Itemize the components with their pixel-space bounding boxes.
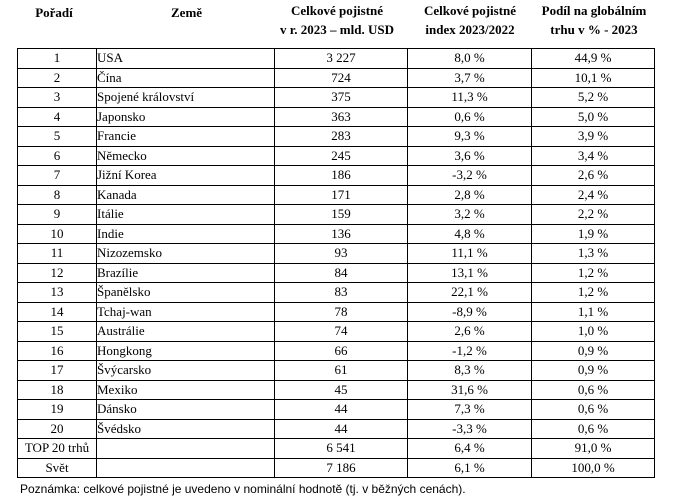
table-row <box>18 341 655 361</box>
rank-cell: 19 <box>18 400 97 420</box>
table-row <box>18 400 655 420</box>
table-row <box>18 166 655 186</box>
total-share-cell: 100,0 % <box>532 458 655 478</box>
rank-cell: 3 <box>18 88 97 108</box>
premium-cell: 245 <box>275 146 408 166</box>
share-cell: 1,3 % <box>532 244 655 264</box>
country-cell: Nizozemsko <box>97 244 275 264</box>
header-index <box>409 1 531 39</box>
insurance-market-table <box>17 48 655 478</box>
premium-cell: 136 <box>275 224 408 244</box>
table-row <box>18 185 655 205</box>
premium-cell: 74 <box>275 322 408 342</box>
index-cell: 2,8 % <box>408 185 532 205</box>
total-label-cell: TOP 20 trhů <box>18 439 97 459</box>
table-row <box>18 380 655 400</box>
premium-cell: 724 <box>275 68 408 88</box>
index-cell: 11,1 % <box>408 244 532 264</box>
rank-cell: 11 <box>18 244 97 264</box>
premium-cell: 44 <box>275 419 408 439</box>
premium-cell: 159 <box>275 205 408 225</box>
header-share-line1: Podíl na globálním <box>541 3 647 18</box>
rank-cell: 13 <box>18 283 97 303</box>
table-row <box>18 302 655 322</box>
country-cell: Kanada <box>97 185 275 205</box>
share-cell: 2,4 % <box>532 185 655 205</box>
share-cell: 1,2 % <box>532 283 655 303</box>
share-cell: 0,9 % <box>532 341 655 361</box>
premium-cell: 83 <box>275 283 408 303</box>
table-header <box>0 0 674 48</box>
total-index-cell: 6,4 % <box>408 439 532 459</box>
index-cell: -1,2 % <box>408 341 532 361</box>
index-cell: 2,6 % <box>408 322 532 342</box>
index-cell: 22,1 % <box>408 283 532 303</box>
index-cell: -3,3 % <box>408 419 532 439</box>
share-cell: 0,6 % <box>532 419 655 439</box>
share-cell: 1,9 % <box>532 224 655 244</box>
share-cell: 0,6 % <box>532 400 655 420</box>
rank-cell: 2 <box>18 68 97 88</box>
header-index-line1: Celkové pojistné <box>423 3 517 18</box>
rank-cell: 15 <box>18 322 97 342</box>
table-row <box>18 205 655 225</box>
premium-cell: 3 227 <box>275 49 408 69</box>
header-premium-line2: v r. 2023 – mld. USD <box>279 22 394 37</box>
share-cell: 2,2 % <box>532 205 655 225</box>
share-cell: 5,0 % <box>532 107 655 127</box>
share-cell: 2,6 % <box>532 166 655 186</box>
share-cell: 5,2 % <box>532 88 655 108</box>
rank-cell: 6 <box>18 146 97 166</box>
table-row <box>18 49 655 69</box>
footnote: Poznámka: celkové pojistné je uvedeno v nominální hodnotě (tj. v běžných cenách). <box>20 482 466 496</box>
country-cell: Japonsko <box>97 107 275 127</box>
premium-cell: 283 <box>275 127 408 147</box>
table-row <box>18 322 655 342</box>
table-row <box>18 88 655 108</box>
header-rank: Pořadí <box>35 5 73 20</box>
header-country: Země <box>171 5 203 20</box>
country-cell: USA <box>97 49 275 69</box>
premium-cell: 93 <box>275 244 408 264</box>
total-index-cell: 6,1 % <box>408 458 532 478</box>
country-cell: Španělsko <box>97 283 275 303</box>
country-cell: Austrálie <box>97 322 275 342</box>
index-cell: 11,3 % <box>408 88 532 108</box>
country-cell: Dánsko <box>97 400 275 420</box>
table-row <box>18 419 655 439</box>
index-cell: 9,3 % <box>408 127 532 147</box>
rank-cell: 1 <box>18 49 97 69</box>
share-cell: 44,9 % <box>532 49 655 69</box>
country-cell: Tchaj-wan <box>97 302 275 322</box>
rank-cell: 12 <box>18 263 97 283</box>
country-cell: Německo <box>97 146 275 166</box>
share-cell: 3,9 % <box>532 127 655 147</box>
header-share-line2: trhu v % - 2023 <box>550 22 638 37</box>
table-row <box>18 68 655 88</box>
country-cell: Indie <box>97 224 275 244</box>
index-cell: 13,1 % <box>408 263 532 283</box>
table-row <box>18 224 655 244</box>
premium-cell: 186 <box>275 166 408 186</box>
rank-cell: 16 <box>18 341 97 361</box>
rank-cell: 17 <box>18 361 97 381</box>
premium-cell: 363 <box>275 107 408 127</box>
share-cell: 0,6 % <box>532 380 655 400</box>
table-row <box>18 283 655 303</box>
total-empty-cell <box>97 458 275 478</box>
rank-cell: 10 <box>18 224 97 244</box>
table-row <box>18 244 655 264</box>
share-cell: 1,0 % <box>532 322 655 342</box>
rank-cell: 20 <box>18 419 97 439</box>
table-row <box>18 361 655 381</box>
table-body <box>18 49 655 478</box>
total-premium-cell: 7 186 <box>275 458 408 478</box>
premium-cell: 61 <box>275 361 408 381</box>
index-cell: 4,8 % <box>408 224 532 244</box>
premium-cell: 375 <box>275 88 408 108</box>
total-row <box>18 439 655 459</box>
rank-cell: 4 <box>18 107 97 127</box>
header-share <box>533 1 655 39</box>
premium-cell: 78 <box>275 302 408 322</box>
country-cell: Spojené království <box>97 88 275 108</box>
index-cell: 31,6 % <box>408 380 532 400</box>
index-cell: -8,9 % <box>408 302 532 322</box>
index-cell: 7,3 % <box>408 400 532 420</box>
premium-cell: 171 <box>275 185 408 205</box>
rank-cell: 5 <box>18 127 97 147</box>
rank-cell: 18 <box>18 380 97 400</box>
rank-cell: 8 <box>18 185 97 205</box>
rank-cell: 14 <box>18 302 97 322</box>
country-cell: Brazílie <box>97 263 275 283</box>
share-cell: 10,1 % <box>532 68 655 88</box>
country-cell: Francie <box>97 127 275 147</box>
total-row <box>18 458 655 478</box>
index-cell: 3,2 % <box>408 205 532 225</box>
share-cell: 1,1 % <box>532 302 655 322</box>
header-index-line2: index 2023/2022 <box>425 22 515 37</box>
country-cell: Švédsko <box>97 419 275 439</box>
total-label-cell: Svět <box>18 458 97 478</box>
total-premium-cell: 6 541 <box>275 439 408 459</box>
premium-cell: 45 <box>275 380 408 400</box>
table-row <box>18 263 655 283</box>
share-cell: 0,9 % <box>532 361 655 381</box>
table-row <box>18 127 655 147</box>
index-cell: -3,2 % <box>408 166 532 186</box>
total-share-cell: 91,0 % <box>532 439 655 459</box>
country-cell: Jižní Korea <box>97 166 275 186</box>
premium-cell: 66 <box>275 341 408 361</box>
rank-cell: 9 <box>18 205 97 225</box>
share-cell: 1,2 % <box>532 263 655 283</box>
table-row <box>18 146 655 166</box>
share-cell: 3,4 % <box>532 146 655 166</box>
header-premium <box>271 1 403 39</box>
index-cell: 8,0 % <box>408 49 532 69</box>
total-empty-cell <box>97 439 275 459</box>
index-cell: 8,3 % <box>408 361 532 381</box>
country-cell: Mexiko <box>97 380 275 400</box>
index-cell: 3,7 % <box>408 68 532 88</box>
country-cell: Čína <box>97 68 275 88</box>
premium-cell: 44 <box>275 400 408 420</box>
country-cell: Hongkong <box>97 341 275 361</box>
table-row <box>18 107 655 127</box>
premium-cell: 84 <box>275 263 408 283</box>
header-premium-line1: Celkové pojistné <box>290 3 384 18</box>
index-cell: 0,6 % <box>408 107 532 127</box>
rank-cell: 7 <box>18 166 97 186</box>
country-cell: Itálie <box>97 205 275 225</box>
index-cell: 3,6 % <box>408 146 532 166</box>
country-cell: Švýcarsko <box>97 361 275 381</box>
